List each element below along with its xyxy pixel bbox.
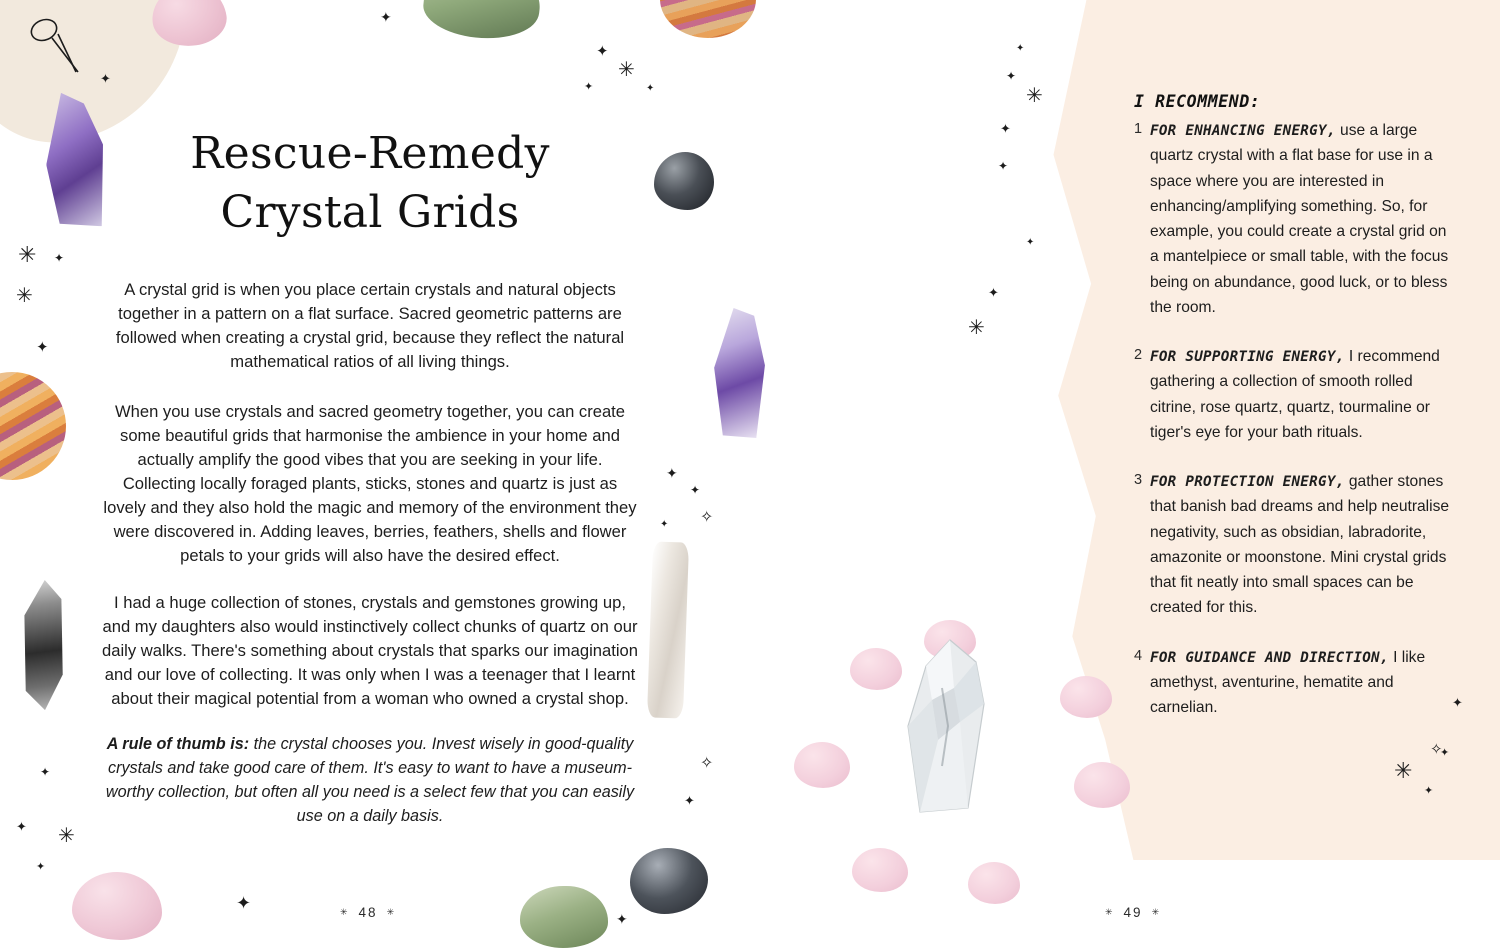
sparkle-icon: ✦	[1424, 785, 1434, 797]
list-item-label: FOR PROTECTION ENERGY,	[1150, 474, 1345, 490]
sparkle-icon: ✦	[684, 793, 695, 808]
list-item-text	[1150, 344, 1480, 445]
list-item-number: 1	[1134, 121, 1143, 137]
list-item-body: I like amethyst, aventurine, hematite and carnelian.	[1150, 648, 1426, 716]
sparkle-icon: ✳	[968, 317, 985, 339]
sparkle-icon: ✦	[100, 71, 111, 86]
sparkle-icon: ✳	[1026, 85, 1043, 107]
folio-star-icon: ✳	[1105, 907, 1115, 917]
scissors-icon	[28, 14, 84, 76]
sparkle-icon: ✧	[700, 755, 714, 772]
sparkle-icon: ✳	[1394, 758, 1413, 783]
sparkle-icon: ✦	[54, 251, 65, 265]
sparkle-icon: ✦	[40, 765, 51, 779]
sparkle-icon: ✦	[36, 339, 49, 356]
sparkle-icon: ✦	[596, 43, 609, 60]
page-title-line-1: Rescue-Remedy	[190, 128, 550, 180]
sparkle-icon: ✦	[236, 893, 252, 913]
right-page	[1120, 0, 1500, 948]
list-item-body: gather stones that banish bad dreams and help neutralise negativity, such as obsidian, labradorite, amazonite or moonstone. Mini crystal grids that fit neatly into small spaces can be created for this.	[1150, 473, 1450, 617]
recommend-heading: I RECOMMEND:	[1134, 91, 1261, 111]
folio-star-icon: ✳	[1151, 907, 1162, 917]
list-item-text	[1150, 118, 1480, 320]
rose-quartz-stone	[794, 742, 850, 788]
list-item-number: 2	[1134, 347, 1143, 363]
sparkle-icon: ✦	[1026, 237, 1035, 248]
page-number-left-value: 48	[358, 905, 378, 920]
list-item-body: use a large quartz crystal with a flat base for use in a space where you are interested in enhancing/amplifying something. So, for example, you could create a crystal grid on a mantelpiece or small table, with the focus being on abundance, good luck, or to bless the room.	[1150, 122, 1449, 316]
list-item	[1120, 645, 1480, 721]
paragraph-2: When you use crystals and sacred geometry together, you can create some beautiful grids that harmonise the ambience in your home and actually amplify the good vibes that you are seeking in your life. Collecting locally foraged plants, sticks, stones and quartz is just as lovely and they also hold the magic and memory of the environment they were discovered in. Adding leaves, berries, feathers, shells and flower petals to your grids will also have the desired effect.	[103, 402, 637, 566]
sparkle-icon: ✳	[16, 285, 33, 307]
closing-note	[100, 733, 640, 829]
sparkle-icon: ✧	[1430, 741, 1443, 758]
list-item	[1120, 118, 1480, 320]
clear-quartz-point	[898, 630, 994, 818]
sparkle-icon: ✦	[1440, 747, 1450, 759]
sparkle-icon: ✦	[16, 819, 27, 834]
page-number-right-value: 49	[1123, 905, 1143, 920]
closing-note-text: the crystal chooses you. Invest wisely in good-quality crystals and take good care of them. It's easy to want to have a museum-worthy collection, but often all you need is a select few that you can easily use on a daily basis.	[105, 734, 635, 825]
sparkle-icon: ✳	[58, 825, 75, 847]
recommendation-list	[1120, 118, 1480, 744]
page-number-right	[1105, 905, 1161, 920]
folio-star-icon: ✳	[340, 907, 350, 917]
sparkle-icon: ✦	[584, 81, 594, 93]
list-item-label: FOR ENHANCING ENERGY,	[1150, 123, 1336, 139]
rose-quartz-stone	[968, 862, 1020, 904]
list-item-label: FOR SUPPORTING ENERGY,	[1150, 349, 1345, 365]
sparkle-icon: ✦	[646, 83, 655, 94]
list-item-label: FOR GUIDANCE AND DIRECTION,	[1150, 649, 1389, 666]
list-item-text	[1150, 645, 1480, 721]
list-item-text	[1150, 469, 1480, 621]
list-item-number: 4	[1134, 647, 1143, 664]
rose-quartz-stone	[852, 848, 908, 892]
sparkle-icon: ✦	[1006, 69, 1017, 83]
list-item-body: I recommend gathering a collection of smooth rolled citrine, rose quartz, quartz, tourmaline or tiger's eye for your bath rituals.	[1150, 348, 1440, 441]
paragraph-1: A crystal grid is when you place certain crystals and natural objects together in a pattern on a flat surface. Sacred geometric patterns are followed when creating a crystal grid, because they reflect the natural mathematical ratios of all living things.	[115, 280, 625, 372]
sparkle-icon: ✧	[700, 509, 714, 526]
sparkle-icon: ✦	[1000, 121, 1011, 136]
paragraph-3: I had a huge collection of stones, crystals and gemstones growing up, and my daughters also would instinctively collect chunks of quartz on our daily walks. There's something about crystals that sparks our imagination and our love of collecting. It was only when I was a teenager that I learnt about their magical potential from a woman who owned a crystal shop.	[102, 592, 638, 708]
sparkle-icon: ✦	[998, 159, 1009, 173]
rose-quartz-stone	[1060, 676, 1112, 718]
sparkle-icon: ✦	[690, 483, 701, 497]
page-title-line-2: Crystal Grids	[220, 186, 520, 238]
sparkle-icon: ✳	[618, 59, 635, 81]
body-copy	[100, 278, 640, 851]
list-item-number: 3	[1134, 472, 1143, 488]
folio-star-icon: ✳	[386, 907, 397, 917]
sparkle-icon: ✦	[1452, 695, 1463, 710]
sparkle-icon: ✦	[1016, 43, 1025, 54]
sparkle-icon: ✦	[616, 911, 628, 927]
sparkle-icon: ✦	[988, 285, 999, 300]
sparkle-icon: ✦	[380, 9, 392, 25]
page-number-left	[340, 905, 396, 920]
rose-quartz-stone	[850, 648, 902, 690]
page-title	[90, 125, 650, 241]
list-item	[1120, 469, 1480, 621]
sparkle-icon: ✳	[18, 242, 37, 267]
sparkle-icon: ✦	[36, 861, 46, 873]
closing-note-lead-in: A rule of thumb is:	[106, 734, 250, 753]
sparkle-icon: ✦	[660, 519, 669, 530]
list-item	[1120, 344, 1480, 445]
rose-quartz-stone	[1074, 762, 1130, 808]
sparkle-icon: ✦	[666, 465, 678, 481]
